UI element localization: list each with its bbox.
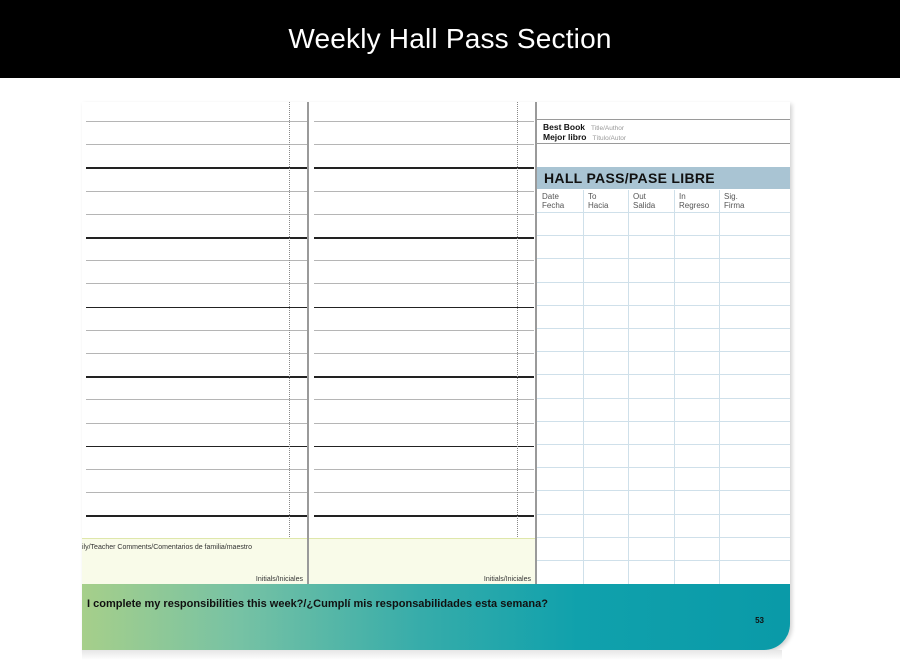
planner-page: [82, 102, 790, 650]
writing-line[interactable]: [86, 330, 307, 331]
hall-pass-panel: [537, 102, 790, 584]
writing-line[interactable]: [314, 330, 534, 331]
initials-divider-left: [289, 102, 290, 537]
writing-line[interactable]: [314, 121, 534, 122]
writing-line[interactable]: [86, 399, 307, 400]
grid-column-line: [674, 190, 675, 584]
grid-row-line: [537, 398, 790, 399]
responsibility-band: [82, 584, 790, 650]
column-divider-1: [307, 102, 309, 584]
writing-line[interactable]: [86, 353, 307, 354]
grid-row-line: [537, 328, 790, 329]
col-to: To Hacia: [588, 192, 609, 210]
best-book-field[interactable]: [543, 123, 626, 143]
page-title: Weekly Hall Pass Section: [288, 23, 612, 54]
hall-pass-title: HALL PASS/PASE LIBRE: [544, 170, 715, 186]
writing-line[interactable]: [314, 307, 534, 309]
writing-line[interactable]: [86, 237, 307, 239]
writing-line[interactable]: [86, 121, 307, 122]
grid-column-line: [628, 190, 629, 584]
writing-line[interactable]: [86, 214, 307, 215]
writing-line[interactable]: [314, 237, 534, 239]
page-shadow: [82, 650, 782, 660]
hall-pass-heading: [537, 167, 790, 189]
writing-line[interactable]: [86, 376, 307, 378]
responsibility-question: I complete my responsibilities this week?/¿Cumplí mis responsabilidades esta semana?: [87, 598, 548, 610]
hall-pass-grid[interactable]: [537, 190, 790, 584]
grid-column-line: [583, 190, 584, 584]
initials-label-left: Initials/Iniciales: [255, 576, 303, 583]
writing-line[interactable]: [314, 283, 534, 284]
initials-divider-middle: [517, 102, 518, 537]
col-signature: Sig. Firma: [724, 192, 745, 210]
page-number: 53: [755, 616, 764, 625]
writing-line[interactable]: [86, 167, 307, 169]
grid-row-line: [537, 282, 790, 283]
family-comments-box-left[interactable]: [82, 538, 307, 585]
grid-row-line: [537, 235, 790, 236]
writing-line[interactable]: [314, 399, 534, 400]
writing-line[interactable]: [86, 515, 307, 517]
writing-line[interactable]: [314, 191, 534, 192]
col-date: Date Fecha: [542, 192, 565, 210]
family-comments-box-middle[interactable]: [309, 538, 535, 585]
title-bar: [0, 0, 900, 78]
writing-line[interactable]: [86, 144, 307, 145]
writing-line[interactable]: [314, 423, 534, 424]
writing-line[interactable]: [314, 376, 534, 378]
writing-line[interactable]: [314, 446, 534, 448]
grid-row-line: [537, 212, 790, 213]
grid-row-line: [537, 537, 790, 538]
col-in: In Regreso: [679, 192, 710, 210]
writing-line[interactable]: [314, 515, 534, 517]
grid-row-line: [537, 305, 790, 306]
writing-line[interactable]: [86, 469, 307, 470]
grid-row-line: [537, 560, 790, 561]
writing-line[interactable]: [86, 191, 307, 192]
writing-line[interactable]: [86, 307, 307, 309]
writing-line[interactable]: [314, 260, 534, 261]
writing-line[interactable]: [86, 260, 307, 261]
grid-row-line: [537, 374, 790, 375]
grid-row-line: [537, 351, 790, 352]
comments-label: ily/Teacher Comments/Comentarios de familia/maestro: [82, 544, 253, 551]
grid-column-line: [719, 190, 720, 584]
writing-column-left: [82, 102, 307, 538]
grid-row-line: [537, 467, 790, 468]
hall-pass-column-headers: [537, 190, 790, 212]
best-book-hint: Title/Author: [591, 125, 625, 132]
best-book-line: [537, 143, 790, 144]
writing-line[interactable]: [86, 283, 307, 284]
grid-row-line: [537, 514, 790, 515]
writing-line[interactable]: [314, 469, 534, 470]
writing-line[interactable]: [86, 423, 307, 424]
writing-line[interactable]: [314, 492, 534, 493]
initials-label-middle: Initials/Iniciales: [483, 576, 531, 583]
col-out: Out Salida: [633, 192, 656, 210]
best-book-top-line: [537, 119, 790, 120]
writing-line[interactable]: [86, 492, 307, 493]
writing-line[interactable]: [314, 144, 534, 145]
writing-line[interactable]: [314, 167, 534, 169]
grid-row-line: [537, 444, 790, 445]
grid-row-line: [537, 490, 790, 491]
best-book-label: Best Book: [543, 122, 586, 132]
writing-line[interactable]: [314, 353, 534, 354]
writing-line[interactable]: [314, 214, 534, 215]
grid-row-line: [537, 258, 790, 259]
writing-line[interactable]: [86, 446, 307, 448]
mejor-libro-hint: Título/Autor: [592, 135, 627, 142]
grid-row-line: [537, 421, 790, 422]
mejor-libro-label: Mejor libro: [543, 132, 587, 142]
writing-column-middle: [310, 102, 536, 538]
